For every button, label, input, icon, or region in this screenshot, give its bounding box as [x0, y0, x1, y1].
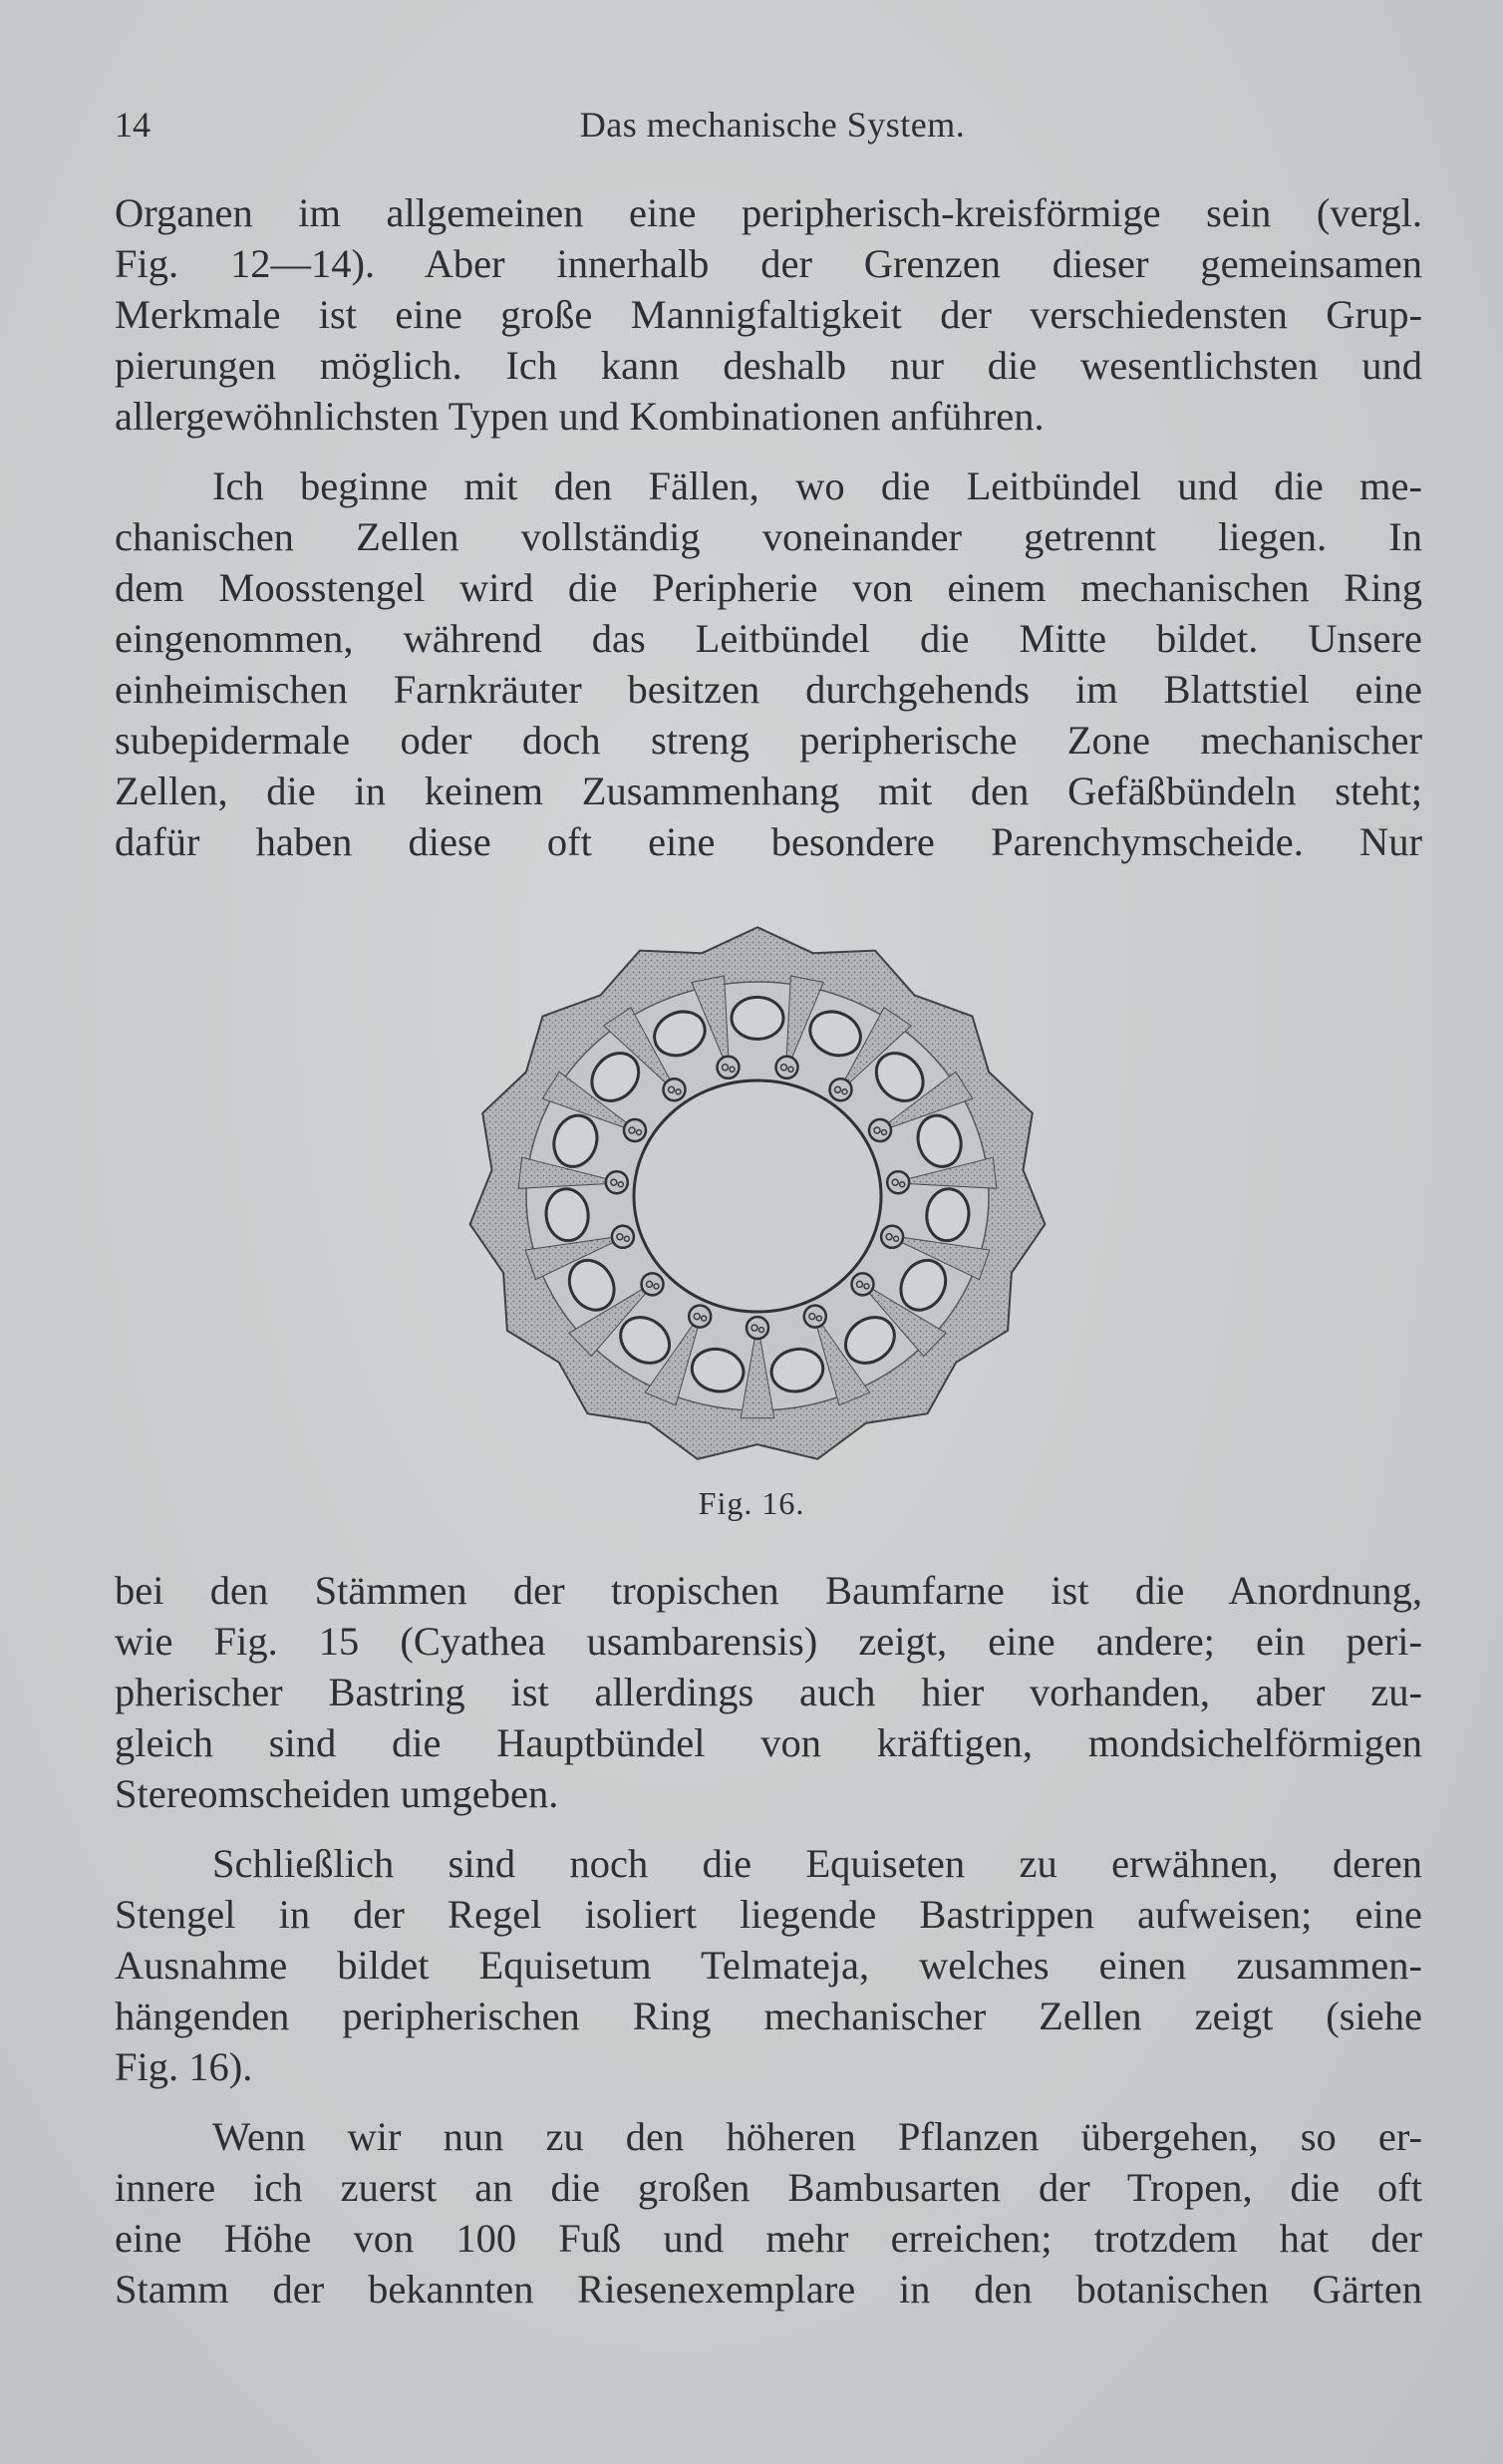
central-cavity: [634, 1080, 881, 1312]
text-line: bei den Stämmen der tropischen Baumfarne ist die Anordnung,: [115, 1568, 1422, 1613]
text-block-top: [115, 187, 1422, 867]
text-line: Merkmale ist eine große Mannigfaltigkeit der verschiedensten Grup-: [115, 292, 1422, 337]
text-line: Stengel in der Regel isoliert liegende Bastrippen aufweisen; eine: [115, 1892, 1422, 1937]
text-line: Ich beginne mit den Fällen, wo die Leitbündel und die me-: [212, 463, 1422, 508]
text-line: Zellen, die in keinem Zusammenhang mit den Gefäßbündeln steht;: [115, 769, 1422, 813]
page-number: 14: [115, 105, 150, 145]
text-line: Ausnahme bildet Equisetum Telmateja, welches einen zusammen-: [115, 1943, 1422, 1988]
text-line: pherischer Bastring ist allerdings auch hier vorhanden, aber zu-: [115, 1670, 1422, 1714]
paragraph-continuation: [115, 187, 1422, 442]
running-head: Das mechanische System.: [579, 105, 966, 145]
text-line: eine Höhe von 100 Fuß und mehr erreichen; trotzdem hat der: [115, 2216, 1422, 2261]
page-header: [115, 104, 1430, 154]
stem-cross-section-illustration: [458, 917, 1056, 1475]
text-line: Organen im allgemeinen eine peripherisch-kreisförmige sein (vergl.: [115, 190, 1422, 235]
figure-caption: Fig. 16.: [698, 1485, 805, 1521]
paragraph-baumfarne: [115, 1565, 1422, 1819]
text-line: innere ich zuerst an die großen Bambusarten der Tropen, die oft: [115, 2165, 1422, 2210]
air-canal: [732, 997, 783, 1039]
paragraph-leitbuendel: [115, 461, 1422, 867]
text-line: Wenn wir nun zu den höheren Pflanzen übergehen, so er-: [212, 2114, 1422, 2159]
paragraph-hoehere-pflanzen: [115, 2111, 1422, 2314]
text-line: chanischen Zellen vollständig voneinander getrennt liegen. In: [115, 514, 1422, 559]
text-line: allergewöhnlichsten Typen und Kombinationen anführen.: [115, 394, 1045, 439]
text-line: dafür haben diese oft eine besondere Parenchymscheide. Nur: [115, 819, 1422, 864]
text-line: hängenden peripherischen Ring mechanischer Zellen zeigt (siehe: [115, 1994, 1422, 2038]
text-line: Schließlich sind noch die Equiseten zu erwähnen, deren: [212, 1841, 1422, 1886]
text-line: Fig. 16).: [115, 2044, 253, 2089]
text-line: einheimischen Farnkräuter besitzen durchgehends im Blattstiel eine: [115, 667, 1422, 712]
text-line: subepidermale oder doch streng peripherische Zone mechanischer: [115, 718, 1422, 763]
text-line: pierungen möglich. Ich kann deshalb nur die wesentlichsten und: [115, 343, 1422, 388]
text-line: Stereomscheiden umgeben.: [115, 1771, 559, 1816]
text-line: Stamm der bekannten Riesenexemplare in den botanischen Gärten: [115, 2267, 1422, 2311]
text-block-bottom: [115, 1565, 1422, 2314]
text-line: gleich sind die Hauptbündel von kräftigen, mondsichelförmigen: [115, 1720, 1422, 1765]
figure-16-cross-section: [458, 917, 1056, 1475]
text-line: eingenommen, während das Leitbündel die Mitte bildet. Unsere: [115, 616, 1422, 661]
paragraph-equiseten: [115, 1838, 1422, 2092]
text-line: Fig. 12—14). Aber innerhalb der Grenzen dieser gemeinsamen: [115, 241, 1422, 286]
text-line: dem Moosstengel wird die Peripherie von einem mechanischen Ring: [115, 565, 1422, 610]
text-line: wie Fig. 15 (Cyathea usambarensis) zeigt, eine andere; ein peri-: [115, 1619, 1422, 1664]
